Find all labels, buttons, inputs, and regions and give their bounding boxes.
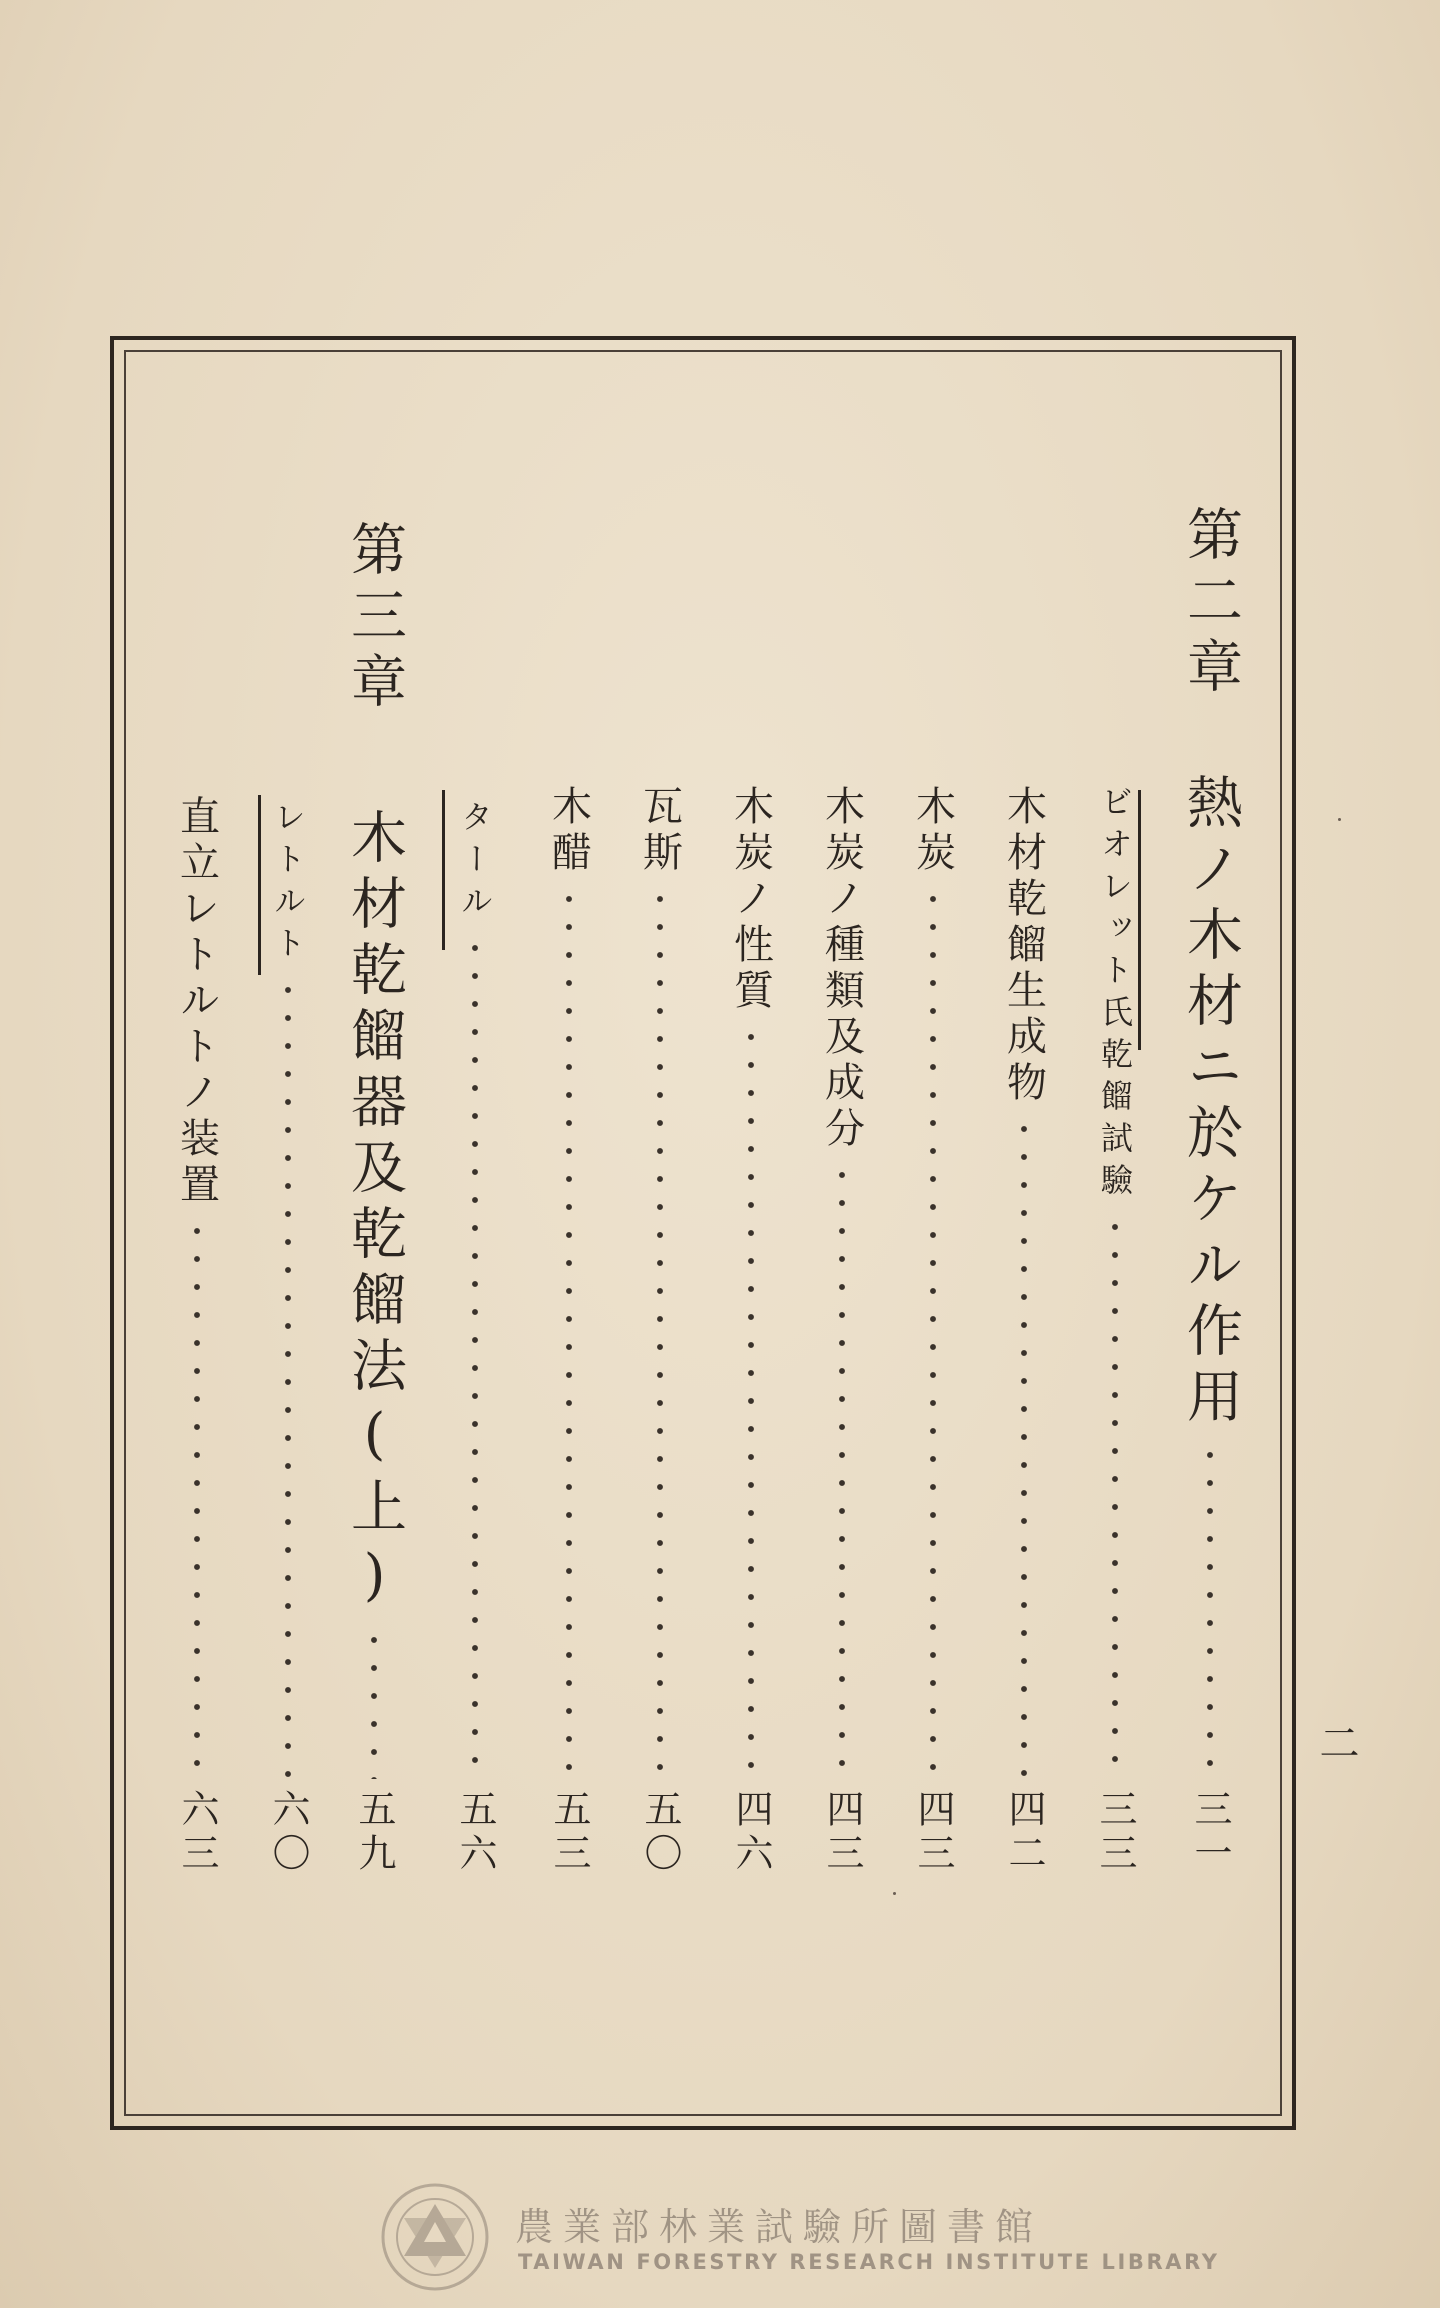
page-number: 三三 bbox=[1093, 1789, 1137, 1877]
toc-entry[interactable] bbox=[157, 795, 237, 1877]
entry-title: 木炭 bbox=[909, 785, 956, 877]
page-number: 五三 bbox=[547, 1789, 591, 1877]
dot-leader bbox=[1020, 1115, 1028, 1779]
dot-leader bbox=[193, 1217, 201, 1779]
chapter-heading: 第三章 bbox=[342, 520, 407, 718]
toc-entry[interactable] bbox=[984, 785, 1064, 1877]
toc-entry[interactable] bbox=[435, 800, 515, 1877]
page-number: 五六 bbox=[453, 1789, 497, 1877]
dot-leader bbox=[370, 1626, 378, 1779]
toc-entry[interactable] bbox=[529, 785, 609, 1877]
chapter-title: 木材乾餾器及乾餾法(上) bbox=[342, 808, 407, 1618]
paper-speck bbox=[893, 1892, 896, 1895]
page-number: 五〇 bbox=[638, 1789, 682, 1877]
toc-entry[interactable] bbox=[620, 785, 700, 1877]
entry-title: タール bbox=[456, 800, 494, 926]
library-seal-icon bbox=[380, 2182, 490, 2292]
chapter-heading: 第二章 bbox=[1178, 505, 1243, 703]
dot-leader bbox=[1111, 1213, 1119, 1779]
toc-entry[interactable] bbox=[711, 785, 791, 1877]
dot-leader bbox=[284, 976, 292, 1779]
page-number: 四三 bbox=[820, 1789, 864, 1877]
entry-title: ビオレット氏乾餾試驗 bbox=[1096, 785, 1134, 1205]
entry-title: 木醋 bbox=[545, 785, 592, 877]
entry-title: レトルト bbox=[269, 800, 307, 968]
page-number: 五九 bbox=[352, 1789, 396, 1877]
chapter-2-title-row[interactable] bbox=[1170, 505, 1250, 1877]
dot-leader bbox=[565, 885, 573, 1779]
library-name-en: TAIWAN FORESTRY RESEARCH INSTITUTE LIBRARY bbox=[518, 2250, 1220, 2274]
toc-entry[interactable] bbox=[893, 785, 973, 1877]
entry-title: 木炭ノ種類及成分 bbox=[818, 785, 865, 1153]
page-number: 六〇 bbox=[266, 1789, 310, 1877]
page-number: 四二 bbox=[1002, 1789, 1046, 1877]
dot-leader bbox=[838, 1161, 846, 1779]
library-name-cn: 農業部林業試驗所圖書館 bbox=[515, 2205, 1044, 2249]
dot-leader bbox=[747, 1023, 755, 1779]
page-number: 三一 bbox=[1188, 1789, 1232, 1877]
dot-leader bbox=[656, 885, 664, 1779]
page-number: 四三 bbox=[911, 1789, 955, 1877]
toc-entry[interactable] bbox=[248, 800, 328, 1877]
toc-entry[interactable] bbox=[1075, 785, 1155, 1877]
entry-title: 木材乾餾生成物 bbox=[1000, 785, 1047, 1107]
toc-entry[interactable] bbox=[802, 785, 882, 1877]
dot-leader bbox=[1206, 1441, 1214, 1779]
entry-title: 木炭ノ性質 bbox=[727, 785, 774, 1015]
entry-title: 直立レトルトノ装置 bbox=[173, 795, 220, 1209]
folio-number: 二 bbox=[1313, 1722, 1359, 1762]
page-number: 四六 bbox=[729, 1789, 773, 1877]
chapter-3-title-row[interactable] bbox=[334, 520, 414, 1877]
page-number: 六三 bbox=[175, 1789, 219, 1877]
entry-title: 瓦斯 bbox=[636, 785, 683, 877]
paper-speck bbox=[1338, 818, 1341, 821]
chapter-title: 熱ノ木材ニ於ケル作用 bbox=[1178, 773, 1243, 1433]
dot-leader bbox=[929, 885, 937, 1779]
dot-leader bbox=[471, 934, 479, 1779]
